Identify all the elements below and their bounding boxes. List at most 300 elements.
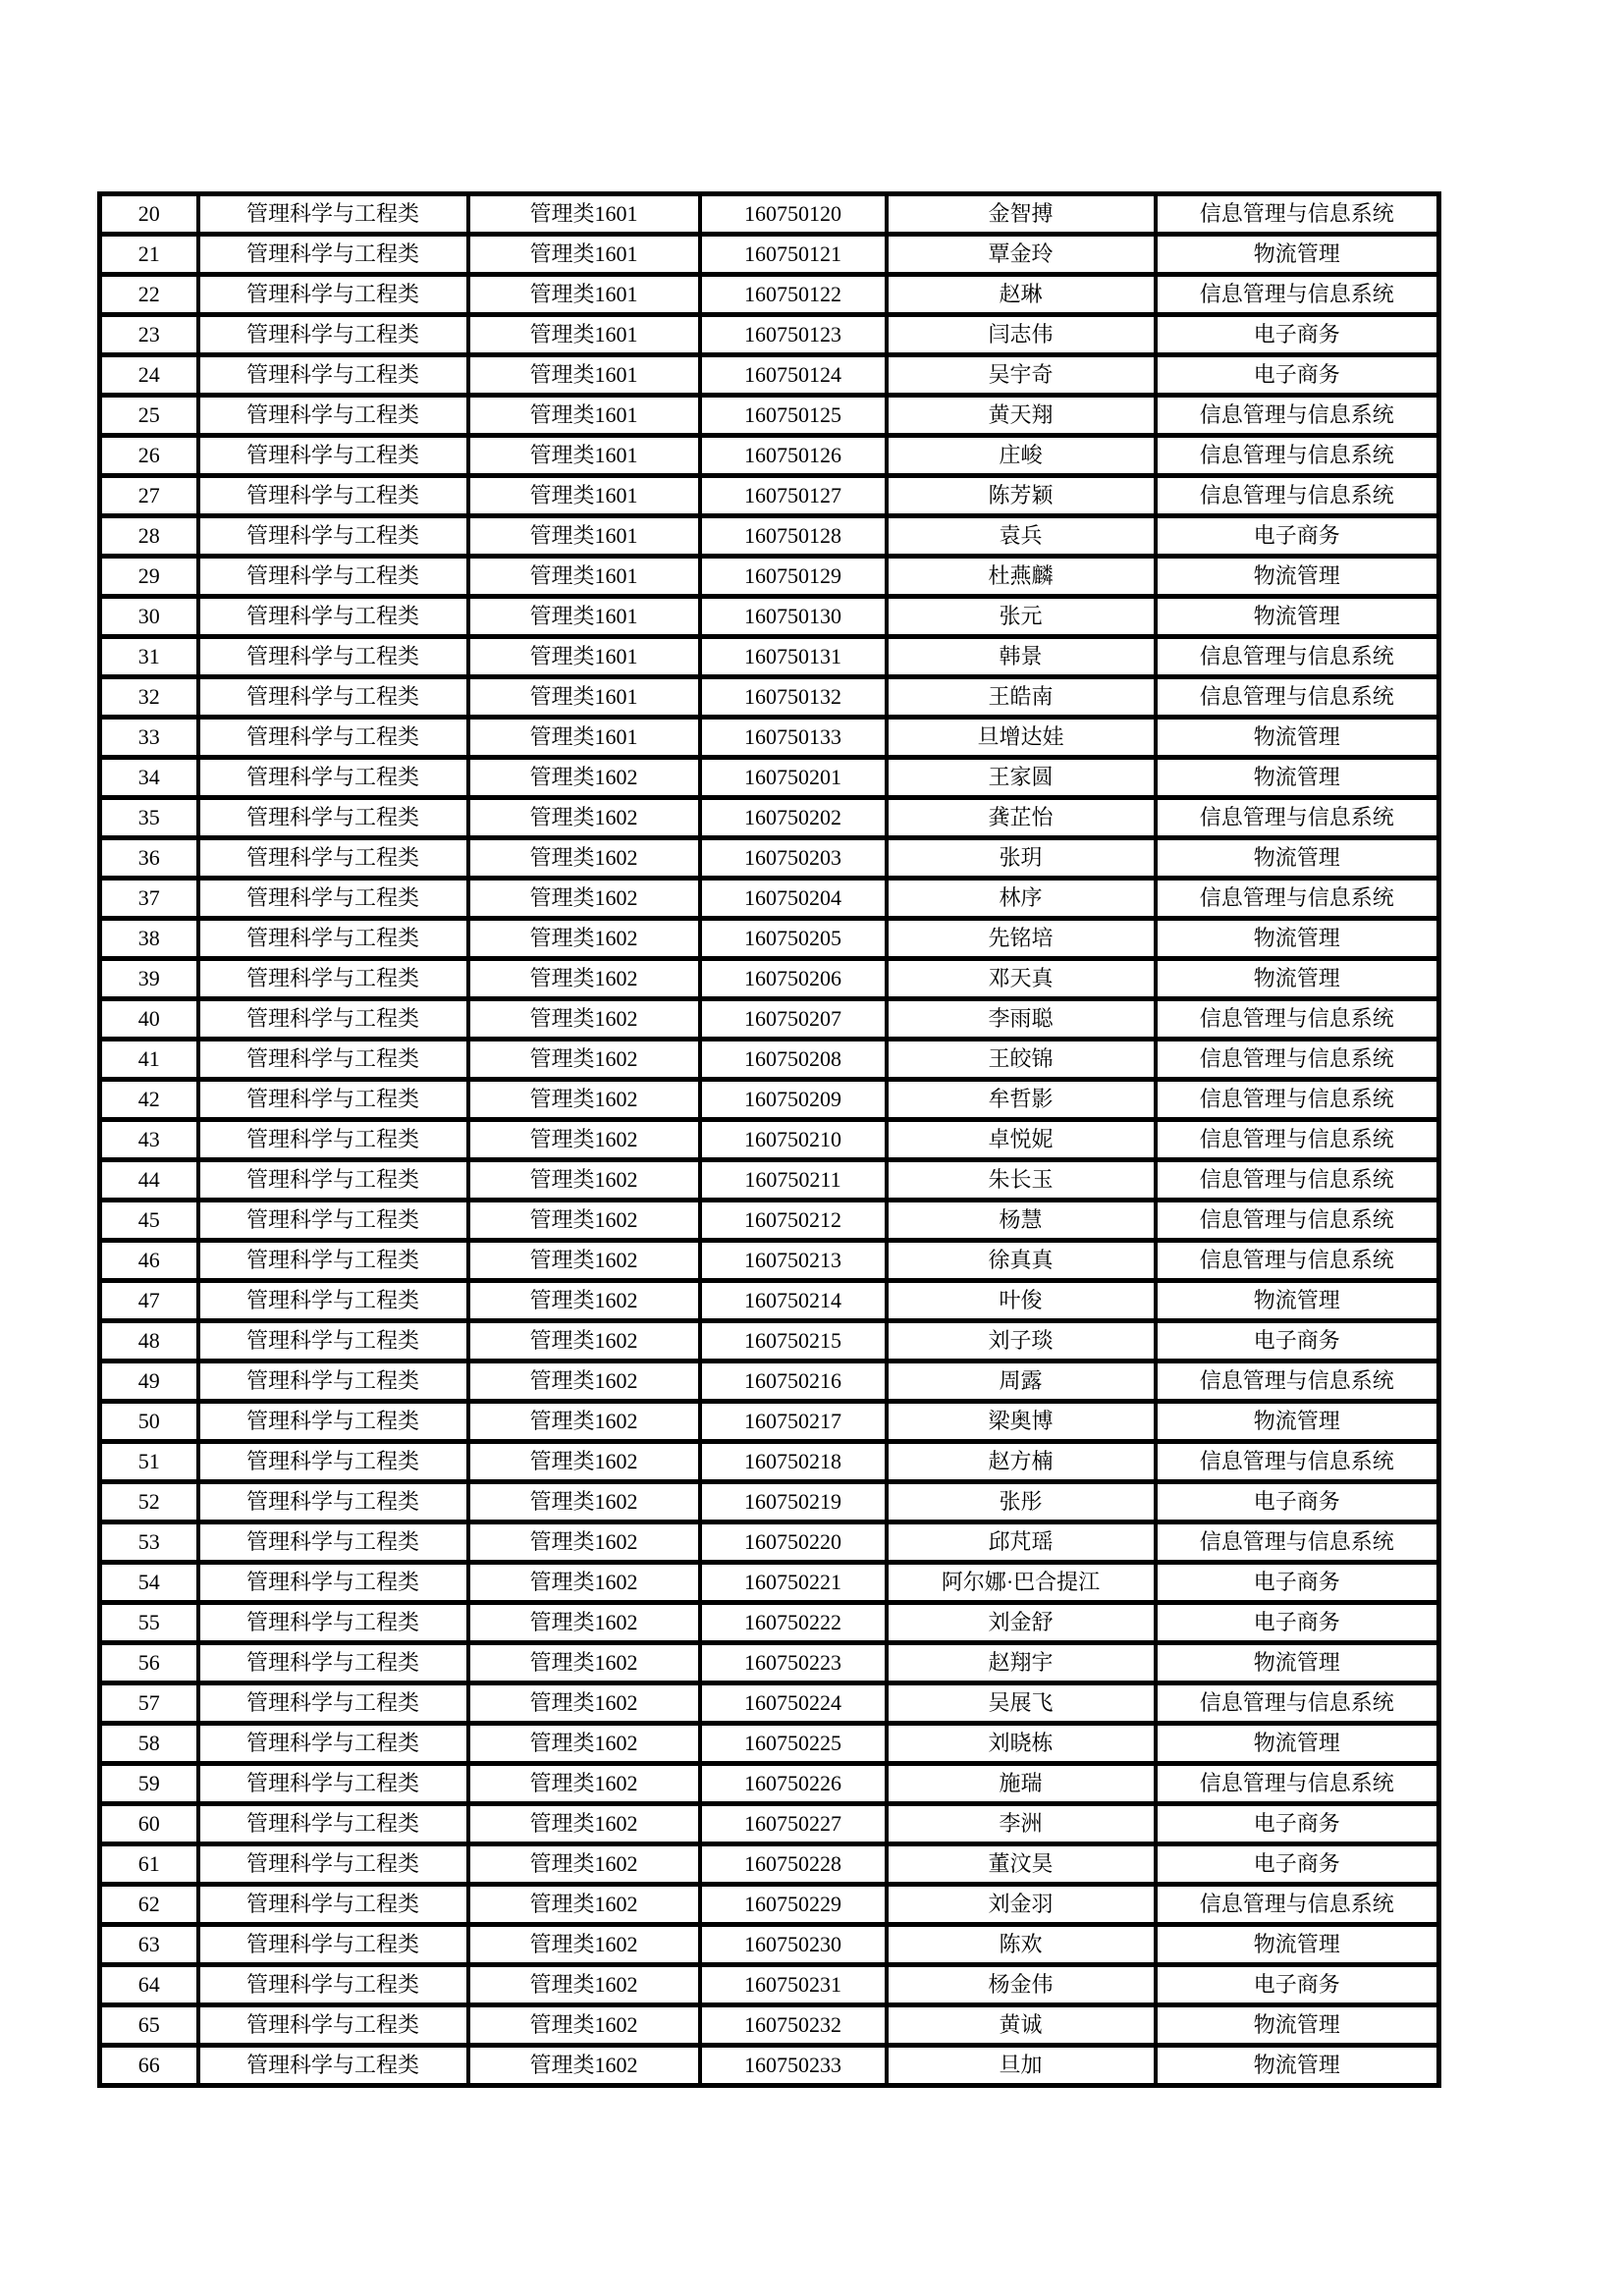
cell-row-number: 29 [100,557,198,597]
table-row [100,959,1439,999]
cell-student-id: 160750208 [700,1040,887,1080]
cell-row-number: 30 [100,597,198,637]
cell-category: 管理科学与工程类 [198,1965,468,2005]
cell-category: 管理科学与工程类 [198,1120,468,1160]
cell-class: 管理类1602 [468,879,700,919]
table-row [100,476,1439,516]
cell-class: 管理类1602 [468,1040,700,1080]
cell-row-number: 58 [100,1724,198,1764]
cell-name: 杜燕麟 [887,557,1156,597]
cell-major: 物流管理 [1156,1724,1439,1764]
cell-row-number: 28 [100,516,198,557]
cell-class: 管理类1602 [468,1965,700,2005]
roster-table-body [100,194,1439,2086]
cell-category: 管理科学与工程类 [198,1764,468,1804]
cell-student-id: 160750121 [700,235,887,275]
cell-name: 董汶昊 [887,1844,1156,1885]
table-row [100,1402,1439,1442]
student-roster-table [97,191,1441,2088]
cell-category: 管理科学与工程类 [198,919,468,959]
cell-major: 信息管理与信息系统 [1156,1522,1439,1563]
cell-name: 黄诚 [887,2005,1156,2046]
cell-category: 管理科学与工程类 [198,1885,468,1925]
cell-student-id: 160750229 [700,1885,887,1925]
cell-major: 物流管理 [1156,235,1439,275]
cell-student-id: 160750230 [700,1925,887,1965]
cell-category: 管理科学与工程类 [198,1201,468,1241]
cell-row-number: 44 [100,1160,198,1201]
cell-major: 信息管理与信息系统 [1156,1885,1439,1925]
cell-major: 物流管理 [1156,919,1439,959]
cell-class: 管理类1602 [468,1885,700,1925]
cell-major: 电子商务 [1156,1563,1439,1603]
cell-class: 管理类1601 [468,194,700,235]
table-row [100,597,1439,637]
cell-name: 林序 [887,879,1156,919]
cell-row-number: 33 [100,718,198,758]
cell-student-id: 160750223 [700,1643,887,1683]
table-row [100,1643,1439,1683]
cell-category: 管理科学与工程类 [198,1281,468,1321]
cell-class: 管理类1602 [468,1563,700,1603]
cell-class: 管理类1602 [468,1160,700,1201]
table-row [100,637,1439,677]
cell-major: 信息管理与信息系统 [1156,436,1439,476]
cell-row-number: 38 [100,919,198,959]
cell-student-id: 160750227 [700,1804,887,1844]
cell-major: 信息管理与信息系统 [1156,999,1439,1040]
cell-name: 赵方楠 [887,1442,1156,1482]
cell-class: 管理类1602 [468,1643,700,1683]
cell-class: 管理类1601 [468,677,700,718]
table-row [100,1603,1439,1643]
cell-name: 韩景 [887,637,1156,677]
table-row [100,798,1439,838]
cell-name: 黄天翔 [887,396,1156,436]
table-row [100,1522,1439,1563]
cell-name: 李洲 [887,1804,1156,1844]
table-row [100,194,1439,235]
cell-major: 物流管理 [1156,718,1439,758]
cell-student-id: 160750212 [700,1201,887,1241]
cell-major: 信息管理与信息系统 [1156,677,1439,718]
cell-class: 管理类1601 [468,557,700,597]
cell-major: 信息管理与信息系统 [1156,275,1439,315]
table-row [100,275,1439,315]
cell-row-number: 37 [100,879,198,919]
cell-class: 管理类1602 [468,1442,700,1482]
table-row [100,919,1439,959]
cell-major: 信息管理与信息系统 [1156,476,1439,516]
table-row [100,1764,1439,1804]
table-row [100,2005,1439,2046]
cell-class: 管理类1602 [468,919,700,959]
cell-row-number: 43 [100,1120,198,1160]
cell-name: 牟哲影 [887,1080,1156,1120]
cell-student-id: 160750226 [700,1764,887,1804]
table-row [100,999,1439,1040]
cell-class: 管理类1601 [468,718,700,758]
cell-category: 管理科学与工程类 [198,798,468,838]
cell-major: 物流管理 [1156,838,1439,879]
cell-row-number: 54 [100,1563,198,1603]
cell-name: 张元 [887,597,1156,637]
cell-student-id: 160750209 [700,1080,887,1120]
cell-class: 管理类1602 [468,1925,700,1965]
cell-student-id: 160750130 [700,597,887,637]
table-row [100,1362,1439,1402]
cell-major: 物流管理 [1156,1925,1439,1965]
table-row [100,1885,1439,1925]
cell-major: 物流管理 [1156,758,1439,798]
cell-row-number: 39 [100,959,198,999]
cell-major: 信息管理与信息系统 [1156,1080,1439,1120]
cell-name: 覃金玲 [887,235,1156,275]
table-row [100,879,1439,919]
cell-category: 管理科学与工程类 [198,396,468,436]
cell-row-number: 48 [100,1321,198,1362]
cell-name: 杨金伟 [887,1965,1156,2005]
cell-name: 旦增达娃 [887,718,1156,758]
table-row [100,557,1439,597]
cell-student-id: 160750204 [700,879,887,919]
table-row [100,1281,1439,1321]
cell-category: 管理科学与工程类 [198,1683,468,1724]
cell-category: 管理科学与工程类 [198,879,468,919]
cell-major: 信息管理与信息系统 [1156,1120,1439,1160]
cell-name: 赵翔宇 [887,1643,1156,1683]
table-row [100,396,1439,436]
cell-row-number: 31 [100,637,198,677]
cell-student-id: 160750205 [700,919,887,959]
cell-student-id: 160750214 [700,1281,887,1321]
cell-major: 电子商务 [1156,1321,1439,1362]
cell-student-id: 160750126 [700,436,887,476]
cell-name: 龚芷怡 [887,798,1156,838]
cell-category: 管理科学与工程类 [198,677,468,718]
cell-class: 管理类1601 [468,396,700,436]
cell-row-number: 40 [100,999,198,1040]
cell-name: 阿尔娜·巴合提江 [887,1563,1156,1603]
cell-student-id: 160750203 [700,838,887,879]
cell-class: 管理类1602 [468,1764,700,1804]
cell-category: 管理科学与工程类 [198,718,468,758]
cell-student-id: 160750215 [700,1321,887,1362]
cell-class: 管理类1601 [468,476,700,516]
cell-category: 管理科学与工程类 [198,597,468,637]
cell-row-number: 35 [100,798,198,838]
table-row [100,1965,1439,2005]
cell-row-number: 63 [100,1925,198,1965]
cell-category: 管理科学与工程类 [198,1362,468,1402]
cell-major: 信息管理与信息系统 [1156,396,1439,436]
cell-row-number: 20 [100,194,198,235]
cell-major: 信息管理与信息系统 [1156,1201,1439,1241]
table-row [100,516,1439,557]
cell-row-number: 53 [100,1522,198,1563]
table-row [100,1925,1439,1965]
cell-class: 管理类1602 [468,1683,700,1724]
cell-name: 王皓南 [887,677,1156,718]
cell-category: 管理科学与工程类 [198,637,468,677]
cell-name: 袁兵 [887,516,1156,557]
cell-class: 管理类1601 [468,637,700,677]
cell-row-number: 42 [100,1080,198,1120]
cell-major: 物流管理 [1156,2005,1439,2046]
table-row [100,2046,1439,2086]
cell-row-number: 22 [100,275,198,315]
cell-name: 刘金舒 [887,1603,1156,1643]
cell-student-id: 160750218 [700,1442,887,1482]
cell-row-number: 50 [100,1402,198,1442]
table-row [100,677,1439,718]
cell-category: 管理科学与工程类 [198,1160,468,1201]
cell-row-number: 46 [100,1241,198,1281]
cell-class: 管理类1602 [468,798,700,838]
cell-row-number: 65 [100,2005,198,2046]
cell-student-id: 160750125 [700,396,887,436]
cell-name: 赵琳 [887,275,1156,315]
cell-category: 管理科学与工程类 [198,1040,468,1080]
table-row [100,1563,1439,1603]
cell-class: 管理类1602 [468,1362,700,1402]
cell-name: 闫志伟 [887,315,1156,355]
cell-category: 管理科学与工程类 [198,1321,468,1362]
table-row [100,718,1439,758]
cell-row-number: 23 [100,315,198,355]
cell-name: 刘晓栋 [887,1724,1156,1764]
table-row [100,1160,1439,1201]
cell-row-number: 49 [100,1362,198,1402]
cell-category: 管理科学与工程类 [198,1442,468,1482]
cell-category: 管理科学与工程类 [198,1080,468,1120]
cell-student-id: 160750133 [700,718,887,758]
cell-major: 信息管理与信息系统 [1156,798,1439,838]
cell-category: 管理科学与工程类 [198,1804,468,1844]
cell-category: 管理科学与工程类 [198,758,468,798]
cell-major: 物流管理 [1156,2046,1439,2086]
cell-student-id: 160750206 [700,959,887,999]
cell-class: 管理类1602 [468,959,700,999]
cell-category: 管理科学与工程类 [198,476,468,516]
table-row [100,1040,1439,1080]
cell-class: 管理类1602 [468,1522,700,1563]
cell-category: 管理科学与工程类 [198,315,468,355]
cell-name: 吴展飞 [887,1683,1156,1724]
cell-major: 电子商务 [1156,315,1439,355]
cell-student-id: 160750202 [700,798,887,838]
cell-class: 管理类1602 [468,1120,700,1160]
cell-student-id: 160750228 [700,1844,887,1885]
table-row [100,1844,1439,1885]
cell-name: 金智搏 [887,194,1156,235]
table-row [100,355,1439,396]
cell-category: 管理科学与工程类 [198,1925,468,1965]
cell-student-id: 160750132 [700,677,887,718]
cell-name: 陈欢 [887,1925,1156,1965]
cell-row-number: 57 [100,1683,198,1724]
cell-student-id: 160750207 [700,999,887,1040]
cell-name: 梁奥博 [887,1402,1156,1442]
cell-major: 物流管理 [1156,1281,1439,1321]
cell-category: 管理科学与工程类 [198,194,468,235]
cell-name: 卓悦妮 [887,1120,1156,1160]
cell-major: 信息管理与信息系统 [1156,1241,1439,1281]
cell-name: 李雨聪 [887,999,1156,1040]
cell-row-number: 25 [100,396,198,436]
cell-major: 信息管理与信息系统 [1156,1764,1439,1804]
cell-name: 陈芳颖 [887,476,1156,516]
cell-name: 邱芃瑶 [887,1522,1156,1563]
cell-class: 管理类1601 [468,275,700,315]
cell-class: 管理类1602 [468,1804,700,1844]
cell-row-number: 56 [100,1643,198,1683]
cell-student-id: 160750210 [700,1120,887,1160]
cell-category: 管理科学与工程类 [198,1522,468,1563]
cell-class: 管理类1602 [468,1080,700,1120]
cell-category: 管理科学与工程类 [198,959,468,999]
cell-student-id: 160750122 [700,275,887,315]
cell-name: 张彤 [887,1482,1156,1522]
cell-class: 管理类1601 [468,315,700,355]
cell-class: 管理类1602 [468,1844,700,1885]
cell-major: 物流管理 [1156,959,1439,999]
cell-class: 管理类1601 [468,235,700,275]
cell-class: 管理类1602 [468,1241,700,1281]
cell-class: 管理类1601 [468,516,700,557]
cell-category: 管理科学与工程类 [198,1724,468,1764]
cell-major: 物流管理 [1156,557,1439,597]
cell-major: 信息管理与信息系统 [1156,1362,1439,1402]
cell-row-number: 21 [100,235,198,275]
cell-row-number: 62 [100,1885,198,1925]
cell-class: 管理类1602 [468,1281,700,1321]
cell-major: 电子商务 [1156,1965,1439,2005]
cell-category: 管理科学与工程类 [198,838,468,879]
cell-name: 邓天真 [887,959,1156,999]
table-row [100,1080,1439,1120]
table-row [100,235,1439,275]
cell-row-number: 51 [100,1442,198,1482]
cell-class: 管理类1602 [468,2046,700,2086]
cell-major: 物流管理 [1156,597,1439,637]
cell-name: 周露 [887,1362,1156,1402]
cell-category: 管理科学与工程类 [198,1603,468,1643]
cell-major: 信息管理与信息系统 [1156,194,1439,235]
cell-name: 王皎锦 [887,1040,1156,1080]
cell-name: 施瑞 [887,1764,1156,1804]
cell-student-id: 160750224 [700,1683,887,1724]
cell-major: 电子商务 [1156,355,1439,396]
cell-row-number: 55 [100,1603,198,1643]
cell-student-id: 160750232 [700,2005,887,2046]
table-row [100,1201,1439,1241]
table-row [100,1482,1439,1522]
cell-category: 管理科学与工程类 [198,1844,468,1885]
cell-class: 管理类1601 [468,597,700,637]
cell-category: 管理科学与工程类 [198,1241,468,1281]
cell-name: 刘金羽 [887,1885,1156,1925]
cell-major: 信息管理与信息系统 [1156,1160,1439,1201]
cell-category: 管理科学与工程类 [198,1482,468,1522]
cell-student-id: 160750131 [700,637,887,677]
table-row [100,315,1439,355]
cell-student-id: 160750221 [700,1563,887,1603]
cell-category: 管理科学与工程类 [198,355,468,396]
cell-category: 管理科学与工程类 [198,557,468,597]
cell-category: 管理科学与工程类 [198,1563,468,1603]
cell-name: 徐真真 [887,1241,1156,1281]
cell-name: 庄峻 [887,436,1156,476]
table-row [100,1241,1439,1281]
cell-major: 电子商务 [1156,1844,1439,1885]
cell-student-id: 160750233 [700,2046,887,2086]
cell-row-number: 26 [100,436,198,476]
cell-student-id: 160750216 [700,1362,887,1402]
cell-student-id: 160750124 [700,355,887,396]
table-row [100,436,1439,476]
cell-student-id: 160750127 [700,476,887,516]
cell-student-id: 160750220 [700,1522,887,1563]
cell-student-id: 160750201 [700,758,887,798]
cell-row-number: 59 [100,1764,198,1804]
cell-student-id: 160750225 [700,1724,887,1764]
cell-class: 管理类1602 [468,1603,700,1643]
cell-student-id: 160750213 [700,1241,887,1281]
cell-category: 管理科学与工程类 [198,275,468,315]
cell-class: 管理类1602 [468,1482,700,1522]
cell-student-id: 160750222 [700,1603,887,1643]
cell-name: 杨慧 [887,1201,1156,1241]
cell-student-id: 160750211 [700,1160,887,1201]
cell-class: 管理类1602 [468,1321,700,1362]
cell-category: 管理科学与工程类 [198,2046,468,2086]
cell-row-number: 24 [100,355,198,396]
cell-class: 管理类1602 [468,838,700,879]
cell-category: 管理科学与工程类 [198,235,468,275]
cell-student-id: 160750231 [700,1965,887,2005]
cell-class: 管理类1602 [468,1402,700,1442]
cell-name: 张玥 [887,838,1156,879]
cell-student-id: 160750128 [700,516,887,557]
cell-name: 先铭培 [887,919,1156,959]
cell-name: 朱长玉 [887,1160,1156,1201]
cell-major: 物流管理 [1156,1402,1439,1442]
cell-row-number: 41 [100,1040,198,1080]
cell-major: 信息管理与信息系统 [1156,637,1439,677]
cell-major: 电子商务 [1156,516,1439,557]
table-row [100,1120,1439,1160]
cell-row-number: 27 [100,476,198,516]
table-row [100,1804,1439,1844]
cell-class: 管理类1602 [468,1201,700,1241]
cell-class: 管理类1602 [468,999,700,1040]
cell-name: 刘子琰 [887,1321,1156,1362]
cell-major: 物流管理 [1156,1643,1439,1683]
cell-row-number: 60 [100,1804,198,1844]
table-row [100,758,1439,798]
cell-row-number: 47 [100,1281,198,1321]
cell-major: 电子商务 [1156,1482,1439,1522]
table-row [100,1724,1439,1764]
cell-major: 信息管理与信息系统 [1156,1683,1439,1724]
cell-category: 管理科学与工程类 [198,2005,468,2046]
cell-class: 管理类1602 [468,2005,700,2046]
cell-class: 管理类1602 [468,758,700,798]
cell-major: 信息管理与信息系统 [1156,879,1439,919]
cell-row-number: 36 [100,838,198,879]
cell-row-number: 66 [100,2046,198,2086]
